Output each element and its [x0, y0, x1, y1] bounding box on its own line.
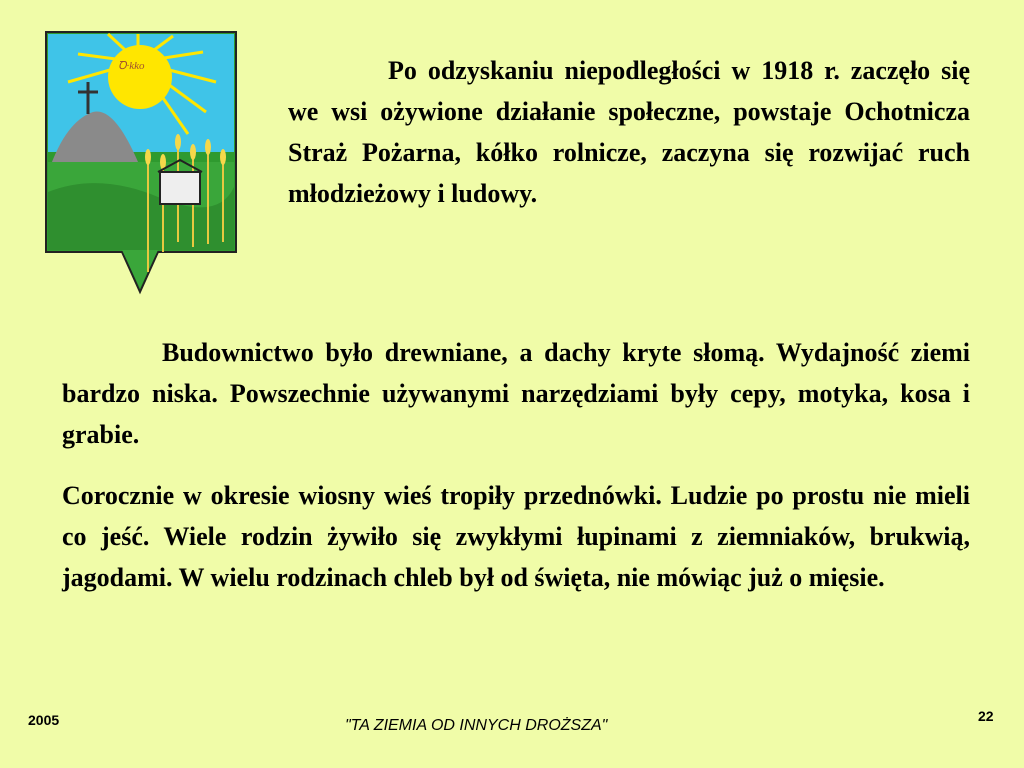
- village-coat-of-arms-image: [38, 22, 243, 302]
- sun-icon: [108, 45, 172, 109]
- page-number: 22: [978, 708, 994, 724]
- well-bucket-icon: [160, 172, 200, 204]
- paragraph-spring-hunger: Corocznie w okresie wiosny wieś tropiły przednówki. Ludzie po prostu nie mieli co jeść. Wiele rodzin żywiło się zwykłymi łupinami z ziemniaków, brukwią, jagodami. W wielu rodzinach chleb był od święta, nie mówiąc już o mięsie.: [62, 481, 970, 592]
- paragraph-construction: Budownictwo było drewniane, a dachy kryte słomą. Wydajność ziemi bardzo niska. Powszechnie używanymi narzędziami były cepy, motyka, kosa i grabie.: [62, 338, 970, 449]
- crest-banner-text: Ꝺ·kko: [118, 60, 145, 72]
- footer-year: 2005: [28, 712, 60, 728]
- footer-title: "TA ZIEMIA OD INNYCH DROŻSZA": [345, 717, 608, 734]
- paragraph-independence-1918: Po odzyskaniu niepodległości w 1918 r. zaczęło się we wsi ożywione działanie społeczne, powstaje Ochotnicza Straż Pożarna, kółko rolnicze, zaczyna się rozwijać ruch młodzieżowy i ludowy.: [288, 56, 970, 208]
